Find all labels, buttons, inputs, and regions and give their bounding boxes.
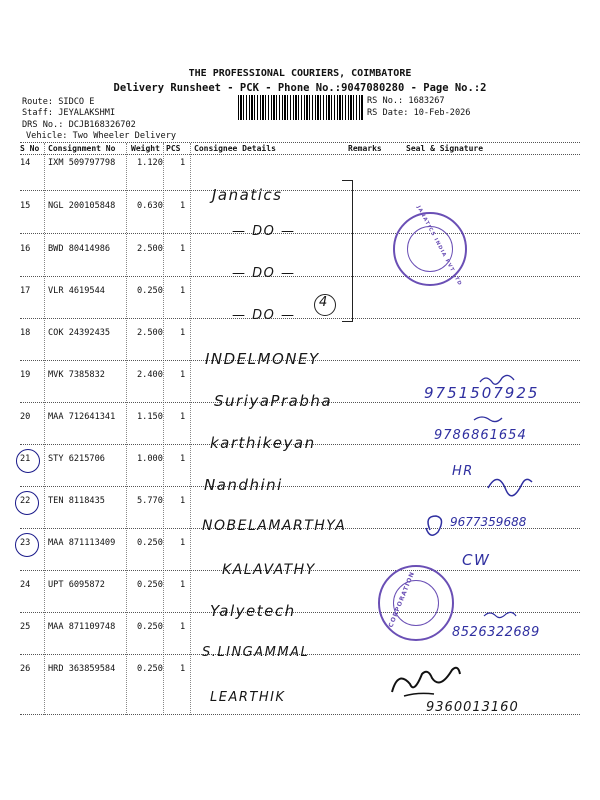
- row-weight: 1.120: [137, 158, 163, 168]
- row-weight: 2.500: [137, 244, 163, 254]
- row-pcs: 1: [180, 286, 186, 296]
- row-sno: 14: [20, 158, 31, 168]
- row-weight: 0.250: [137, 580, 163, 590]
- row-sno: 19: [20, 370, 31, 380]
- seal-text: JANATICS INDIA PVT LTD: [415, 204, 463, 288]
- col-weight: Weight: [131, 144, 160, 153]
- row-weight: 2.500: [137, 328, 163, 338]
- row-consignment: MVK 7385832: [48, 370, 105, 380]
- row-consignment: COK 24392435: [48, 328, 111, 338]
- col-seal: Seal & Signature: [406, 144, 484, 153]
- row-sno: 25: [20, 622, 31, 632]
- row-pcs: 1: [180, 244, 186, 254]
- rs-date: RS Date: 10-Feb-2026: [367, 108, 471, 118]
- row-sno: 18: [20, 328, 31, 338]
- rs-number: RS No.: 1683267: [367, 96, 445, 106]
- company-title: THE PROFESSIONAL COURIERS, COIMBATORE: [188, 68, 412, 79]
- row-consignment: TEN 8118435: [48, 496, 105, 506]
- handwritten-phone: 9751507925: [424, 384, 540, 402]
- signature-mark: [480, 375, 514, 384]
- handwritten-consignee: Janatics: [212, 186, 283, 204]
- handwritten-count: 4: [319, 295, 328, 310]
- row-consignment: MAA 871113409: [48, 538, 116, 548]
- row-pcs: 1: [180, 328, 186, 338]
- col-pcs: PCS: [166, 144, 181, 153]
- handwritten-phone: 9360013160: [426, 700, 519, 715]
- handwritten-ditto: — DO —: [232, 266, 296, 281]
- row-sno: 17: [20, 286, 31, 296]
- handwritten-consignee: karthikeyan: [210, 434, 316, 452]
- row-pcs: 1: [180, 201, 186, 211]
- row-pcs: 1: [180, 538, 186, 548]
- row-consignment: IXM 509797798: [48, 158, 116, 168]
- row-pcs: 1: [180, 158, 186, 168]
- row-pcs: 1: [180, 454, 186, 464]
- handwritten-consignee: S.LINGAMMAL: [202, 645, 310, 660]
- row-weight: 0.630: [137, 201, 163, 211]
- row-sno: 16: [20, 244, 31, 254]
- row-consignment: MAA 712641341: [48, 412, 116, 422]
- row-weight: 0.250: [137, 538, 163, 548]
- signature-mark: [426, 516, 442, 535]
- row-sno: 23: [20, 538, 31, 548]
- handwritten-consignee: NOBELAMARTHYA: [202, 518, 347, 534]
- handwritten-initials: CW: [462, 551, 491, 569]
- row-weight: 0.250: [137, 286, 163, 296]
- handwritten-consignee: SuriyaPrabha: [214, 392, 333, 410]
- row-weight: 1.000: [137, 454, 163, 464]
- row-consignment: VLR 4619544: [48, 286, 105, 296]
- col-remarks: Remarks: [348, 144, 382, 153]
- row-consignment: STY 6215706: [48, 454, 105, 464]
- row-pcs: 1: [180, 370, 186, 380]
- col-consignment: Consignment No: [48, 144, 116, 153]
- handwritten-phone: 9786861654: [434, 428, 527, 443]
- row-consignment: BWD 80414986: [48, 244, 111, 254]
- row-weight: 1.150: [137, 412, 163, 422]
- handwritten-consignee: LEARTHIK: [210, 690, 286, 705]
- handwritten-consignee: INDELMONEY: [205, 350, 320, 368]
- handwritten-phone: 9677359688: [450, 515, 527, 529]
- row-sno: 22: [20, 496, 31, 506]
- row-sno: 15: [20, 201, 31, 211]
- row-consignment: HRD 363859584: [48, 664, 116, 674]
- row-sno: 26: [20, 664, 31, 674]
- row-weight: 0.250: [137, 622, 163, 632]
- row-consignment: UPT 6095872: [48, 580, 105, 590]
- row-sno: 20: [20, 412, 31, 422]
- row-consignment: MAA 871109748: [48, 622, 116, 632]
- col-consignee: Consignee Details: [194, 144, 276, 153]
- handwritten-consignee: Yalyetech: [210, 602, 296, 620]
- row-pcs: 1: [180, 496, 186, 506]
- signature-mark: [474, 417, 502, 422]
- row-pcs: 1: [180, 412, 186, 422]
- handwritten-consignee: Nandhini: [204, 476, 283, 494]
- signature-mark: [484, 612, 516, 617]
- row-weight: 0.250: [137, 664, 163, 674]
- company-seal: [378, 565, 454, 641]
- handwritten-ditto: — DO —: [232, 308, 296, 323]
- row-weight: 5.770: [137, 496, 163, 506]
- vehicle-label: Vehicle: Two Wheeler Delivery: [26, 131, 177, 141]
- drs-number: DRS No.: DCJB168326702: [22, 120, 136, 130]
- col-sno: S No: [20, 144, 40, 153]
- row-pcs: 1: [180, 664, 186, 674]
- seal-text: CORPORATION: [387, 570, 417, 629]
- staff-label: Staff: JEYALAKSHMI: [22, 108, 116, 118]
- handwritten-consignee: KALAVATHY: [222, 562, 316, 578]
- signature-mark: [488, 479, 532, 495]
- runsheet-subtitle: Delivery Runsheet - PCK - Phone No.:9047080280 - Page No.:2: [113, 82, 487, 94]
- route-label: Route: SIDCO E: [22, 97, 95, 107]
- signature-mark: [404, 693, 434, 696]
- signature-mark: [392, 668, 460, 692]
- row-sno: 21: [20, 454, 31, 464]
- row-pcs: 1: [180, 622, 186, 632]
- row-consignment: NGL 200105848: [48, 201, 116, 211]
- handwritten-ditto: — DO —: [232, 224, 296, 239]
- handwritten-phone: 8526322689: [452, 625, 540, 640]
- row-weight: 2.400: [137, 370, 163, 380]
- handwritten-initials: HR: [452, 464, 474, 479]
- row-pcs: 1: [180, 580, 186, 590]
- row-sno: 24: [20, 580, 31, 590]
